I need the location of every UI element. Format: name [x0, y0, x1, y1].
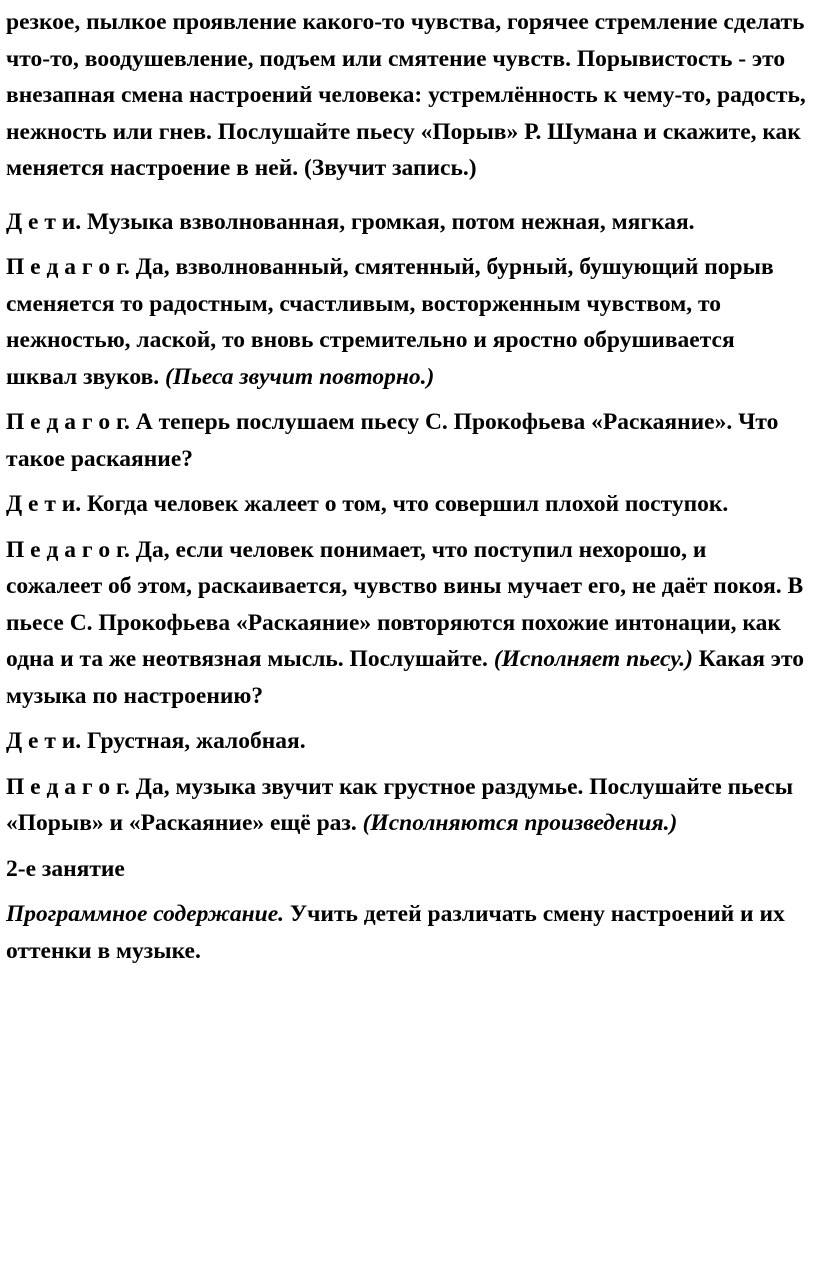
stage-direction: (Исполняет пьесу.)	[493, 646, 693, 672]
paragraph-teacher-3	[6, 532, 806, 715]
paragraph-text: П е д а г о г. А теперь послушаем пьесу С. Прокофьева «Раскаяние». Что такое раскаяние?	[6, 409, 779, 472]
paragraph-intro	[6, 4, 806, 187]
paragraph-text: Д е т и. Музыка взволнованная, громкая, потом нежная, мягкая.	[6, 208, 695, 235]
paragraph-teacher-4	[6, 769, 806, 842]
stage-direction: (Исполняются произведения.)	[362, 810, 678, 836]
paragraph-text: П е д а г о г. Да, взволнованный, смятенный, бурный, бушующий порыв сменяется то радостным, счастливым, восторженным чувством, то нежностью, лаской, то вновь стремительно и яростно обрушивается шквал звуков.	[6, 254, 774, 390]
heading-text: 2-е занятие	[6, 855, 125, 882]
paragraph-program-content	[6, 896, 806, 969]
paragraph-children-answer-2	[6, 486, 806, 523]
stage-direction: (Пьеса звучит повторно.)	[165, 363, 435, 390]
paragraph-text: Д е т и. Грустная, жалобная.	[6, 728, 306, 754]
paragraph-text: П е д а г о г. Да, если человек понимает, что поступил нехорошо, и сожалеет об этом, раскаивается, чувство вины мучает его, не даёт покоя. В пьесе С. Прокофьева «Раскаяние» повторяются похожие интонации, как одна и та же неотвязная мысль. Послушайте.	[6, 536, 804, 672]
paragraph-text: Д е т и. Когда человек жалеет о том, что совершил плохой поступок.	[6, 491, 729, 517]
paragraph-text: Какая это музыка по настроению?	[6, 646, 804, 709]
paragraph-text: резкое, пылкое проявление какого-то чувства, горячее стремление сделать что-то, воодушевление, подъем или смятение чувств. Порывистость - это внезапная смена настроений человека: устремлённость к чему-то, радость, нежность или гнев. Послушайте пьесу «Порыв» Р. Шумана и скажите, как меняется настроение в ней. (Звучит запись.)	[6, 9, 806, 181]
paragraph-teacher-2	[6, 404, 806, 477]
program-content-label: Программное содержание.	[6, 901, 285, 927]
paragraph-children-answer-1	[6, 204, 806, 241]
section-heading	[6, 851, 806, 888]
paragraph-text: Учить детей различать смену настроений и их оттенки в музыке.	[6, 901, 785, 964]
paragraph-text: П е д а г о г. Да, музыка звучит как грустное раздумье. Послушайте пьесы «Порыв» и «Раскаяние» ещё раз.	[6, 773, 794, 836]
paragraph-teacher-1	[6, 249, 806, 395]
paragraph-children-answer-3	[6, 723, 806, 760]
